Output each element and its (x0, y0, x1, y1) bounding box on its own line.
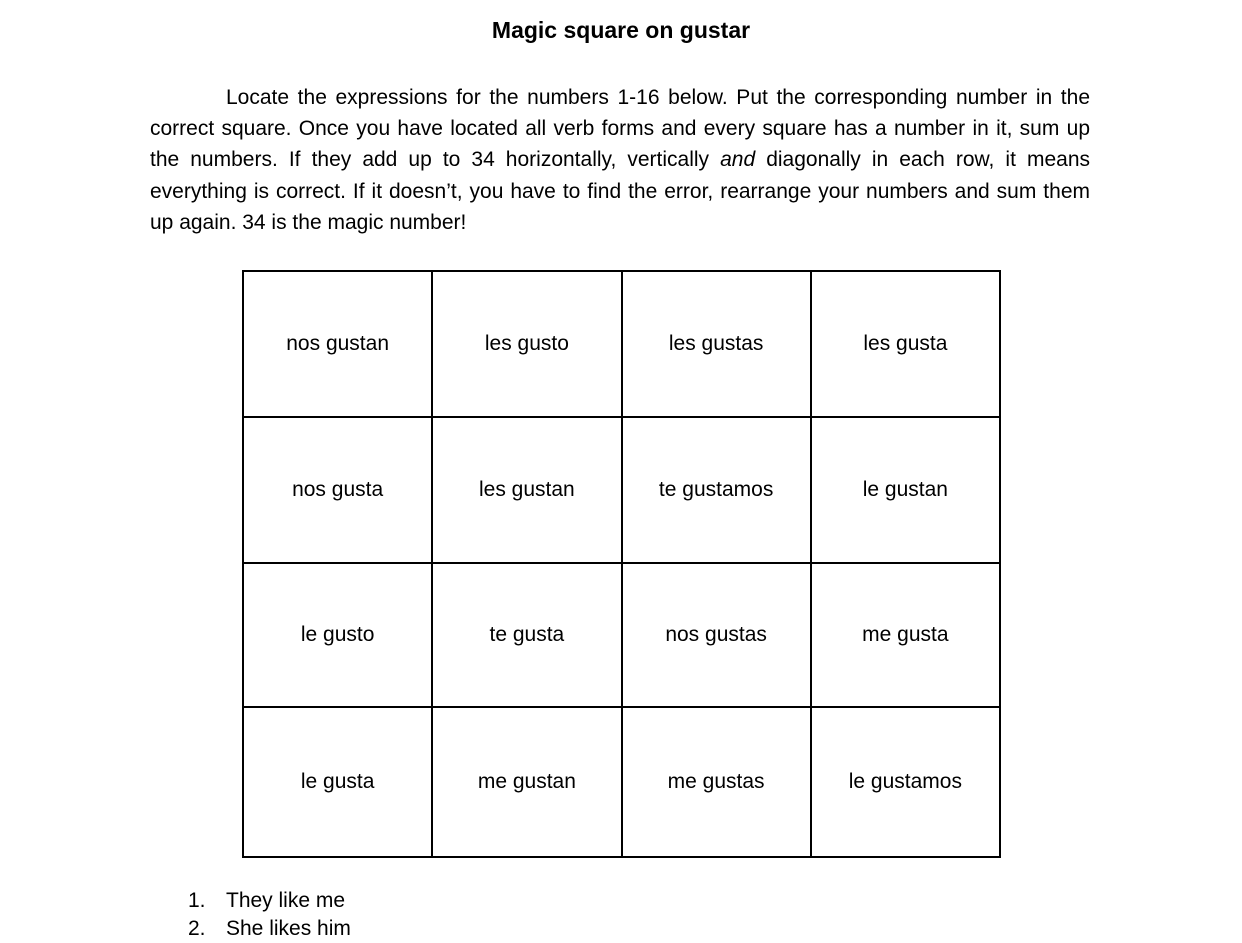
grid-cell: le gusta (243, 707, 432, 857)
clue-item (188, 915, 351, 943)
clue-item (188, 887, 351, 915)
grid-cell: nos gustan (243, 271, 432, 417)
magic-square-grid (242, 270, 1001, 858)
grid-cell: les gustas (622, 271, 811, 417)
clue-text: They like me (226, 889, 346, 912)
page-title: Magic square on gustar (491, 17, 751, 43)
clue-list (188, 887, 351, 943)
instructions-text-part1: Locate the expressions for the numbers 1-16 below. Put the corresponding number in the correct square. Once you have located all verb forms and every square has a number in it, sum up the numbers. If they add up to 34 horizontally, vertically (150, 86, 1090, 172)
grid-cell: me gusta (811, 563, 1000, 707)
instructions-text-part2: diagonally in each row, it means everything is correct. If it doesn’t, you have to find the error, rearrange your numbers and sum them up again. 34 is the magic number! (150, 148, 1090, 234)
grid-row (243, 417, 1000, 563)
grid-cell: nos gustas (622, 563, 811, 707)
grid-cell: le gustamos (811, 707, 1000, 857)
grid-cell: les gusta (811, 271, 1000, 417)
instructions-emphasis: and (720, 148, 756, 172)
grid-cell: nos gusta (243, 417, 432, 563)
grid-cell: les gusto (432, 271, 621, 417)
grid-cell: me gustas (622, 707, 811, 857)
grid-cell: te gustamos (622, 417, 811, 563)
grid-cell: me gustan (432, 707, 621, 857)
clue-number: 1. (188, 889, 206, 912)
grid-cell: te gusta (432, 563, 621, 707)
grid-row (243, 271, 1000, 417)
grid-row (243, 563, 1000, 707)
grid-row (243, 707, 1000, 857)
instructions-paragraph (150, 82, 1090, 238)
clue-text: She likes him (226, 917, 351, 940)
clue-number: 2. (188, 917, 206, 940)
grid-cell: le gusto (243, 563, 432, 707)
grid-cell: le gustan (811, 417, 1000, 563)
grid-cell: les gustan (432, 417, 621, 563)
